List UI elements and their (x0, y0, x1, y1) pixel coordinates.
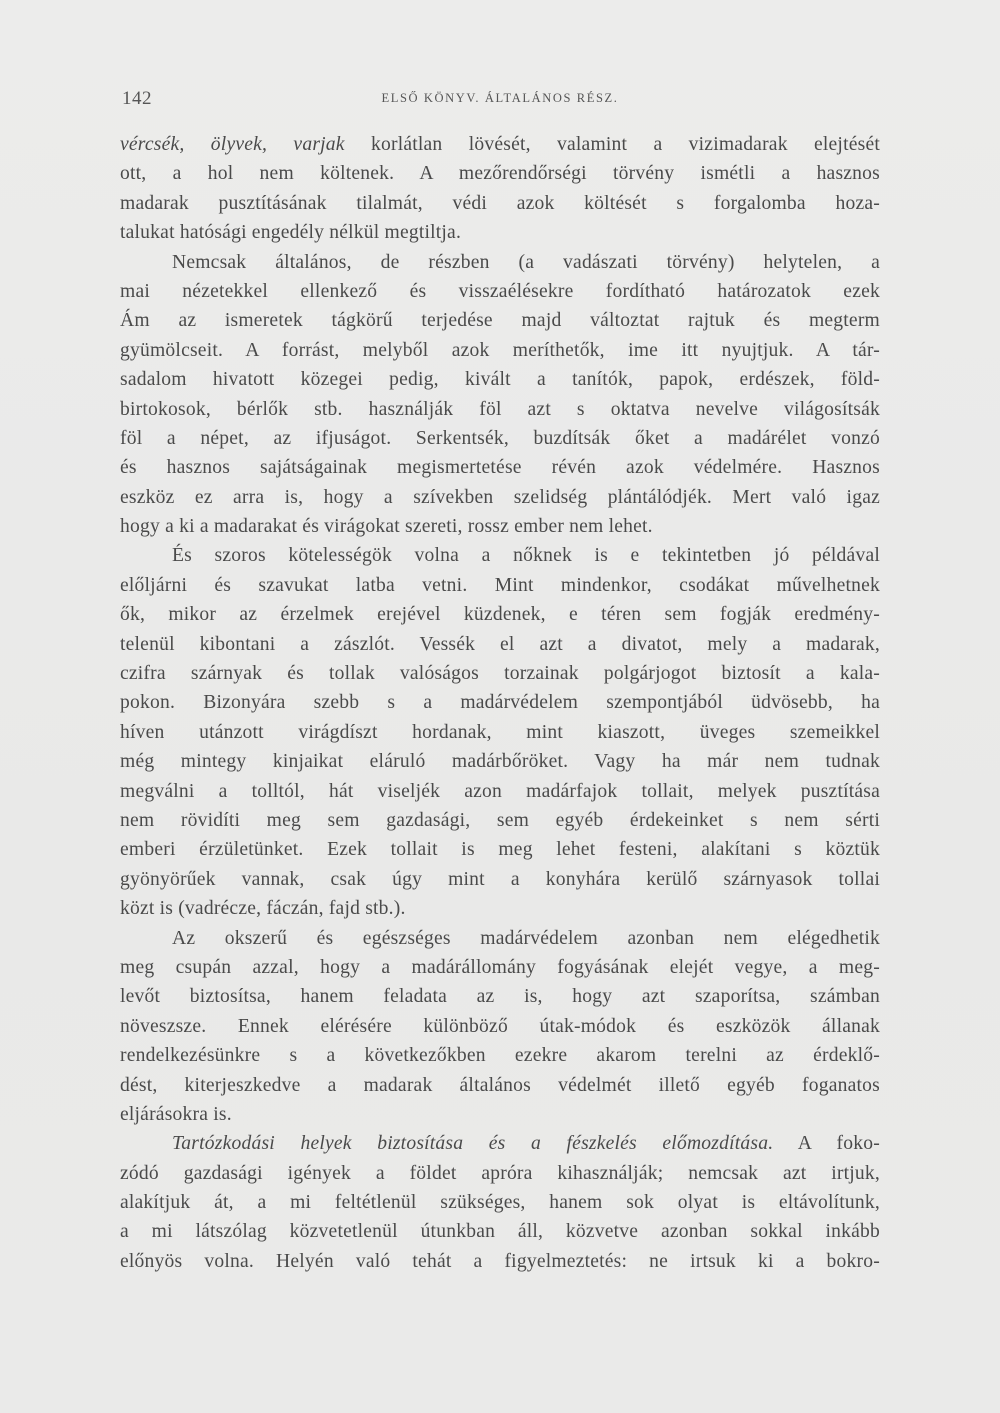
text-line: föl a népet, az ifjuságot. Serkentsék, buzdítsák őket a madárélet vonzó (120, 427, 880, 449)
text-line: előljárni és szavukat latba vetni. Mint mindenkor, csodákat művelhetnek (120, 574, 880, 596)
text-line: Ám az ismeretek tágkörű terjedése majd változtat rajtuk és megterm (120, 310, 880, 332)
text-line (120, 130, 880, 159)
text-line: gyümölcseit. A forrást, melyből azok meríthetők, ime itt nyujtjuk. A tár- (120, 339, 880, 361)
text-line: dést, kiterjeszkedve a madarak általános védelmét illető egyéb foganatos (120, 1074, 880, 1096)
text-line: még mintegy kinjaikat eláruló madárbőröket. Vagy ha már nem tudnak (120, 751, 880, 773)
text-line: híven utánzott virágdíszt hordanak, mint kiaszott, üveges szemeikkel (120, 721, 880, 743)
italic-phrase: vércsék, ölyvek, varjak (120, 134, 345, 155)
text-line: pokon. Bizonyára szebb s a madárvédelem szempontjából üdvösebb, ha (120, 692, 880, 714)
text-line: és hasznos sajátságainak megismertetése révén azok védelmére. Hasznos (120, 457, 880, 479)
text-line: Nemcsak általános, de részben (a vadászati törvény) helytelen, a (172, 251, 880, 273)
text-line: gyönyörűek vannak, csak úgy mint a konyhára kerülő szárnyasok tollai (120, 868, 880, 890)
text-line: czifra szárnyak és tollak valóságos torzainak polgárjogot biztosít a kala- (120, 663, 880, 685)
text-line: eljárásokra is. (120, 1103, 232, 1125)
text-line: a mi látszólag közvetetlenül útunkban áll, közvetve azonban sokkal inkább (120, 1221, 880, 1243)
text-line: növeszsze. Ennek elérésére különböző útak-módok és eszközök állanak (120, 1015, 880, 1037)
text-line: meg csupán azzal, hogy a madárállomány fogyásának elejét vegye, a meg- (120, 956, 880, 978)
running-head: ELSŐ KÖNYV. ÁLTALÁNOS RÉSZ. (381, 91, 619, 105)
text-line: telenül kibontani a zászlót. Vessék el azt a divatot, mely a madarak, (120, 633, 880, 655)
body-text (120, 130, 880, 1276)
text-line: levőt biztosítsa, hanem feladata az is, hogy azt szaporítsa, számban (120, 986, 880, 1008)
text-line (120, 1129, 880, 1158)
text-line: hogy a ki a madarakat és virágokat szereti, rossz ember nem lehet. (120, 516, 653, 538)
section-heading-italic: Tartózkodási helyek biztosítása és a fészkelés előmozdítása. (172, 1133, 774, 1155)
text-line: birtokosok, bérlők stb. használják föl azt s oktatva nevelve világosítsák (120, 398, 880, 420)
text-line: zódó gazdasági igények a földet apróra kihasználják; nemcsak azt irtjuk, (120, 1162, 880, 1184)
text-line: mai nézetekkel ellenkező és visszaélésekre fordítható határozatok ezek (120, 280, 880, 302)
text-line: És szoros kötelességök volna a nőknek is e tekintetben jó példával (172, 545, 880, 567)
text-line: madarak pusztításának tilalmát, védi azok költését s forgalomba hoza- (120, 192, 880, 214)
text-line: nem rövidíti meg sem gazdasági, sem egyéb érdekeinket s nem sérti (120, 809, 880, 831)
page-number: 142 (122, 88, 152, 109)
text-line: eszköz ez arra is, hogy a szívekben szelidség plántálódjék. Mert való igaz (120, 486, 880, 508)
text-line: sadalom hivatott közegei pedig, kivált a tanítók, papok, erdészek, föld- (120, 369, 880, 391)
text-line: talukat hatósági engedély nélkül megtiltja. (120, 222, 462, 244)
text-line: alakítjuk át, a mi feltétlenül szükséges, hanem sok olyat is eltávolítunk, (120, 1192, 880, 1214)
text-line: megválni a tolltól, hát viseljék azon madárfajok tollait, melyek pusztítása (120, 780, 880, 802)
text-line: közt is (vadrécze, fáczán, fajd stb.). (120, 898, 406, 920)
text-segment: korlátlan lövését, valamint a vizimadarak elejtését (344, 134, 880, 155)
text-line: ők, mikor az érzelmek erejével küzdenek, e téren sem fogják eredmény- (120, 604, 880, 626)
text-line: emberi érzületünket. Ezek tollait is meg lehet festeni, alakítani s köztük (120, 839, 880, 861)
text-line: Az okszerű és egészséges madárvédelem azonban nem elégedhetik (172, 927, 880, 949)
text-line: rendelkezésünkre s a következőkben ezekre akarom terelni az érdeklő- (120, 1045, 880, 1067)
text-segment: A foko- (773, 1133, 881, 1155)
text-line: előnyös volna. Helyén való tehát a figyelmeztetés: ne irtsuk ki a bokro- (120, 1250, 880, 1272)
text-line: ott, a hol nem költenek. A mezőrendőrségi törvény ismétli a hasznos (120, 163, 880, 185)
page-header (122, 88, 878, 114)
